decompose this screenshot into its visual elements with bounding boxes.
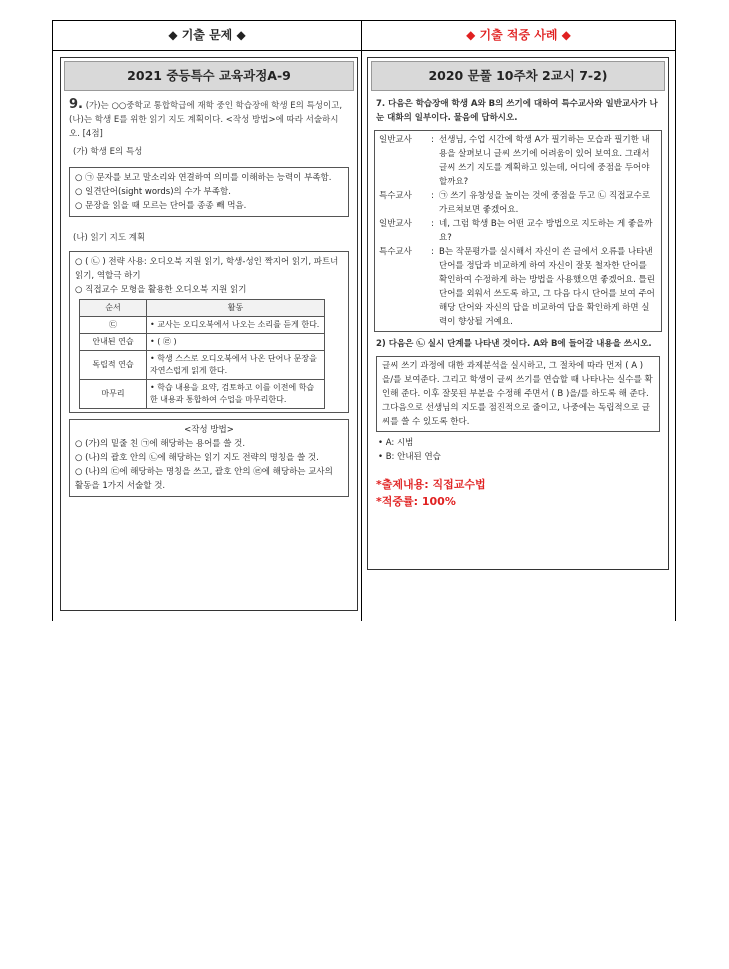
- dialogue-text: 네, 그럼 학생 B는 어떤 교수 방법으로 지도하는 게 좋을까요?: [439, 219, 653, 243]
- speaker-label: 일반교사: [379, 135, 412, 145]
- question-text: (가)는 ○○중학교 통합학급에 재학 중인 학습장애 학생 E의 특성이고, (나)는 학생 E를 위한 읽기 지도 계획이다. <작성 방법>에 따라 서술하시오. [4점]: [69, 101, 343, 139]
- answer-item: • A: 시범: [378, 438, 414, 448]
- table-header-row: [80, 300, 325, 317]
- comparison-frame: [52, 20, 676, 621]
- step-name: 안내된 연습: [80, 334, 147, 351]
- sub-question: 2) 다음은 ㉡ 실시 단계를 나타낸 것이다. A와 B에 들어갈 내용을 쓰시오.: [376, 339, 652, 349]
- dialogue-line: 특수교사 : B는 작문평가를 실시해서 자신이 쓴 글에서 오류를 나타낸 단어를 정답과 비교하게 하여 자신이 잘못 철자한 단어를 확인하여 수정하게 하는 방법을 사용했으면 좋겠어요. 틀린 단어를 외워서 쓰도록 하고, 그 다음 다시 단어를 보여 주어 해당 단어와 자신의 답을 비교하여 답을 확인하게 하면 실력이 향상될 거예요.: [379, 245, 657, 329]
- column-divider: [361, 21, 362, 621]
- question-number: 9.: [69, 97, 83, 112]
- steps-box: [376, 356, 660, 432]
- section-b-title: (나) 읽기 지도 계획: [73, 233, 146, 243]
- step-name: ㉢: [80, 317, 147, 334]
- right-column-header: ◆ 기출 적중 사례 ◆: [466, 28, 571, 42]
- question-intro: [61, 94, 357, 141]
- result-summary: [368, 466, 668, 510]
- dialogue-line: 특수교사 : ㉠ 쓰기 유창성을 높이는 것에 중점을 두고 ㉡ 직접교수로 가르쳐보면 좋겠어요.: [379, 189, 657, 217]
- speaker-label: 일반교사: [379, 219, 412, 229]
- step-activity: • 학생 스스로 오디오북에서 나온 단어나 문장을 자연스럽게 읽게 한다.: [147, 351, 325, 380]
- dialogue-text: B는 작문평가를 실시해서 자신이 쓴 글에서 오류를 나타낸 단어를 정답과 비교하게 하여 자신이 잘못 철자한 단어를 확인하여 수정하게 하는 방법을 사용했으면 좋겠어요. 틀린 단어를 외워서 쓰도록 하고, 그 다음 다시 단어를 보여 주어 해당 단어와 자신의 답을 비교하여 답을 확인하게 하면 실력이 향상될 거예요.: [439, 247, 655, 327]
- dialogue-line: 일반교사 : 네, 그럼 학생 B는 어떤 교수 방법으로 지도하는 게 좋을까요?: [379, 217, 657, 245]
- result-rate: *적중률: 100%: [376, 495, 456, 508]
- method-item: ○ (나)의 ㉢에 해당하는 명칭을 쓰고, 괄호 안의 ㉣에 해당하는 교사의 활동을 1가지 서술할 것.: [75, 467, 333, 491]
- writing-method-box: [69, 419, 349, 497]
- exam-banner: 2021 중등특수 교육과정A-9: [64, 61, 354, 91]
- table-row: [80, 380, 325, 409]
- hit-intro: 7. 다음은 학습장애 학생 A와 B의 쓰기에 대하여 특수교사와 일반교사가 나눈 대화의 일부이다. 물음에 답하시오.: [376, 99, 658, 123]
- answer-item: • B: 안내된 연습: [378, 452, 441, 462]
- strategy-line: ○ ( ㉡ ) 전략 사용: 오디오북 지원 읽기, 학생-성인 짝지어 읽기, 파트너 읽기, 역할극 하기: [75, 257, 339, 281]
- trait-item: ○ 문장을 읽을 때 모르는 단어를 종종 빼 먹음.: [75, 201, 247, 211]
- table-row: [80, 351, 325, 380]
- dialogue-line: 일반교사 : 선생님, 수업 시간에 학생 A가 필기하는 모습과 필기한 내용을 살펴보니 글씨 쓰기에 어려움이 있어 보여요. 그래서 글씨 쓰기 지도를 계획하고 있는데, 어디에 중점을 두어야 할까요?: [379, 133, 657, 189]
- result-content: *출제내용: 직접교수법: [376, 478, 486, 491]
- step-name: 독립적 연습: [80, 351, 147, 380]
- speaker-label: 특수교사: [379, 191, 412, 201]
- steps-text: 글씨 쓰기 과정에 대한 과제분석을 실시하고, 그 절차에 따라 먼저 ( A )을/를 보여준다. 그리고 학생이 글씨 쓰기를 연습할 때 나타나는 실수를 확인해 준다. 이후 잘못된 부분을 수정해 주면서 ( B )을/를 하도록 해 준다. 그다음으로 선생님의 지도를 점진적으로 줄이고, 나중에는 독립적으로 글씨를 쓸 수 있도록 한다.: [382, 361, 653, 427]
- trait-item: ○ ㉠ 문자를 보고 말소리와 연결하여 의미를 이해하는 능력이 부족함.: [75, 173, 332, 183]
- method-title: <작성 방법>: [184, 425, 234, 435]
- section-a-title: (가) 학생 E의 특성: [73, 147, 143, 157]
- model-line: ○ 직접교수 모형을 활용한 오디오북 지원 읽기: [75, 285, 247, 295]
- dialogue-text: 선생님, 수업 시간에 학생 A가 필기하는 모습과 필기한 내용을 살펴보니 글씨 쓰기에 어려움이 있어 보여요. 그래서 글씨 쓰기 지도를 계획하고 있는데, 어디에 중점을 두어야 할까요?: [439, 135, 650, 187]
- step-activity: • ( ㉣ ): [147, 334, 325, 351]
- answer-list: [368, 434, 668, 466]
- dialogue-box: [374, 130, 662, 332]
- step-activity: • 교사는 오디오북에서 나오는 소리를 듣게 한다.: [147, 317, 325, 334]
- steps-table: [79, 299, 325, 409]
- exam-question-panel: [60, 57, 358, 611]
- speaker-label: 특수교사: [379, 247, 412, 257]
- table-row: [80, 317, 325, 334]
- trait-item: ○ 일견단어(sight words)의 수가 부족함.: [75, 187, 231, 197]
- hit-case-panel: [367, 57, 669, 570]
- traits-box: [69, 167, 349, 217]
- header-divider: [53, 50, 675, 51]
- method-item: ○ (가)의 밑줄 친 ㉠에 해당하는 용어를 쓸 것.: [75, 439, 246, 449]
- dialogue-text: ㉠ 쓰기 유창성을 높이는 것에 중점을 두고 ㉡ 직접교수로 가르쳐보면 좋겠어요.: [439, 191, 651, 215]
- table-row: [80, 334, 325, 351]
- table-header-cell: 활동: [147, 300, 325, 317]
- plan-box: [69, 251, 349, 413]
- left-column-header: ◆ 기출 문제 ◆: [168, 28, 246, 42]
- method-item: ○ (나)의 괄호 안의 ㉡에 해당하는 읽기 지도 전략의 명칭을 쓸 것.: [75, 453, 319, 463]
- step-activity: • 학습 내용을 요약, 검토하고 이를 이전에 학습한 내용과 통합하여 수업을 마무리한다.: [147, 380, 325, 409]
- table-header-cell: 순서: [80, 300, 147, 317]
- step-name: 마무리: [80, 380, 147, 409]
- hit-banner: 2020 문풀 10주차 2교시 7-2): [371, 61, 665, 91]
